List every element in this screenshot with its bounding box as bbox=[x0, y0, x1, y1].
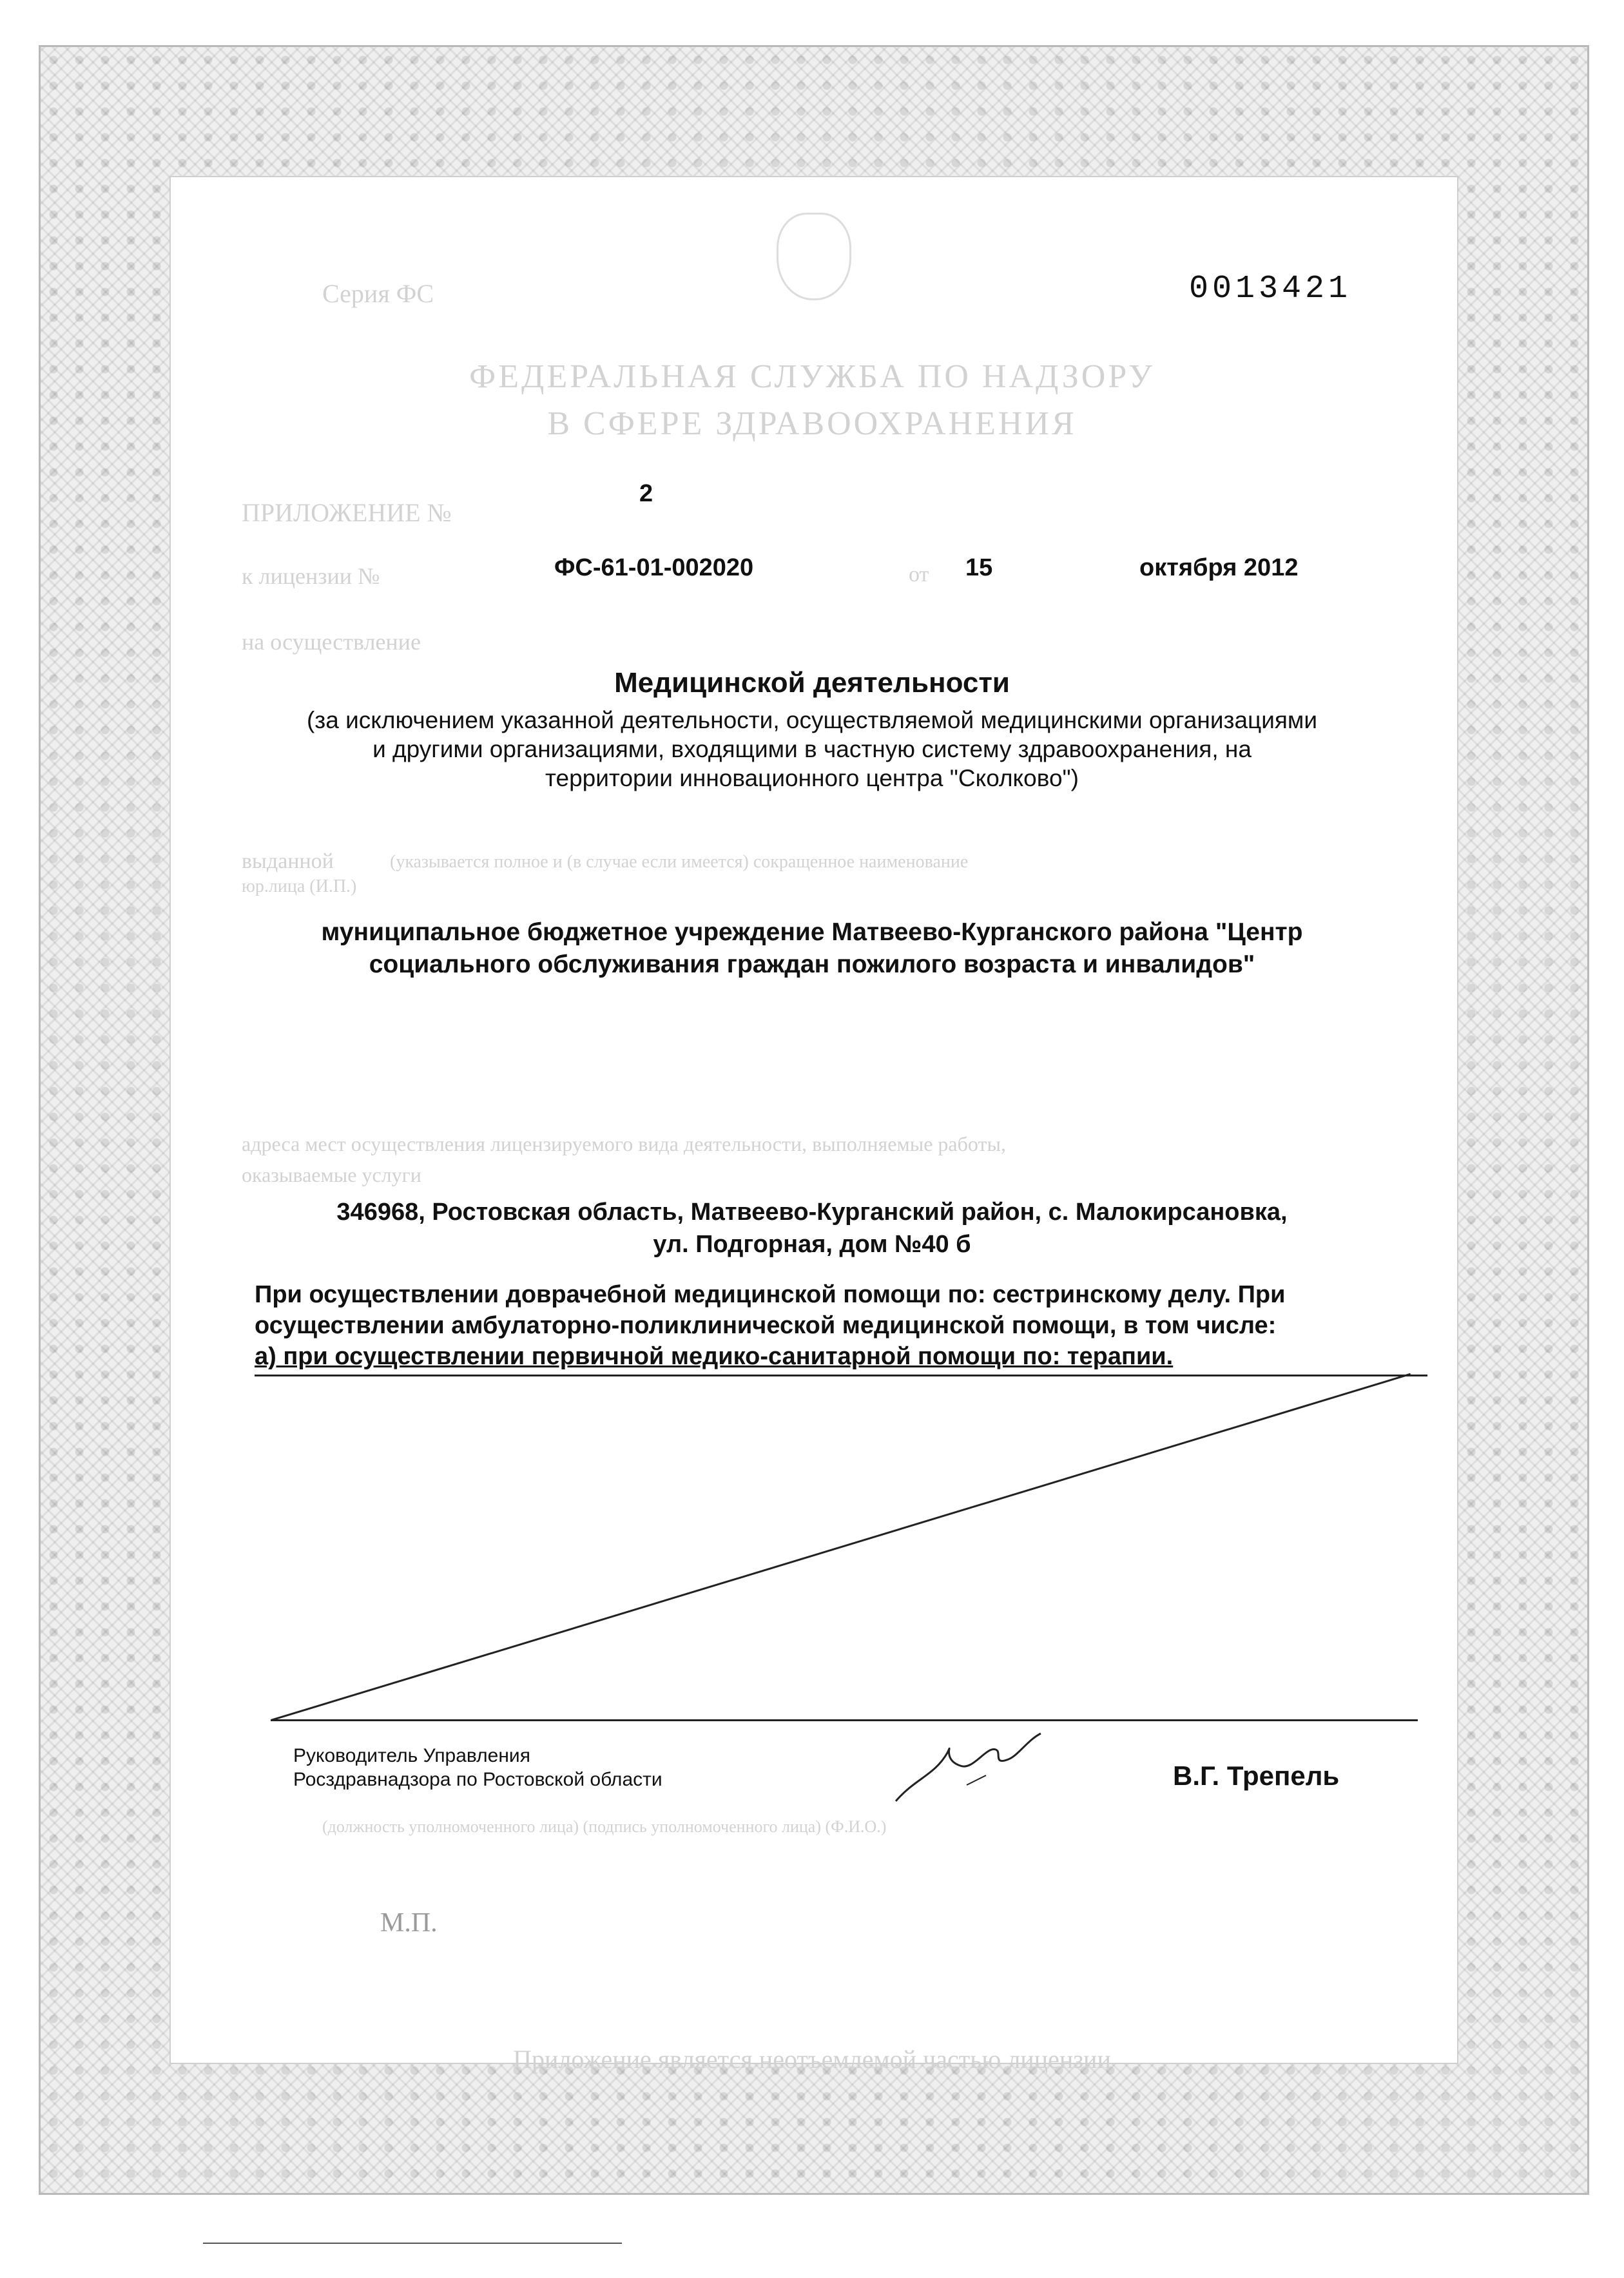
activity-label: на осуществление bbox=[242, 629, 421, 655]
services-line3: а) при осуществлении первичной медико-санитарной помощи по: терапии. bbox=[255, 1343, 1174, 1370]
signatory-position-line2: Росздравнадзора по Ростовской области bbox=[293, 1769, 662, 1790]
licensee-label-note: (указывается полное и (в случае если имеется) сокращенное наименование bbox=[390, 852, 969, 872]
address-label-line2: оказываемые услуги bbox=[242, 1163, 421, 1186]
date-month-year: октября 2012 bbox=[1139, 554, 1299, 581]
strike-bottom-line bbox=[271, 1719, 1418, 1721]
stamp-place-label: М.П. bbox=[380, 1908, 438, 1938]
serial-number: 0013421 bbox=[1189, 271, 1352, 307]
series-label: Серия ФС bbox=[322, 279, 434, 308]
signatory-name: В.Г. Трепель bbox=[1173, 1761, 1340, 1791]
appendix-label: ПРИЛОЖЕНИЕ № bbox=[242, 498, 452, 527]
licensee-label-note-line2: юр.лица (И.П.) bbox=[242, 876, 357, 896]
address-line2: ул. Подгорная, дом №40 б bbox=[653, 1231, 971, 1258]
strike-top-line bbox=[255, 1375, 1427, 1376]
services-line2: осуществлении амбулаторно-поликлинической медицинской помощи, в том числе: bbox=[255, 1312, 1277, 1339]
licensee-name-line1: муниципальное бюджетное учреждение Матвеево-Курганского района "Центр bbox=[321, 918, 1303, 946]
license-number: ФС-61-01-002020 bbox=[554, 554, 754, 581]
licensee-name-line2: социального обслуживания граждан пожилого возраста и инвалидов" bbox=[369, 951, 1255, 978]
date-day: 15 bbox=[965, 554, 993, 581]
footer-note: Приложение является неотъемлемой частью лицензии bbox=[513, 2045, 1111, 2074]
bottom-margin-rule bbox=[203, 2243, 622, 2244]
handwritten-signature bbox=[889, 1714, 1044, 1811]
licensee-label: выданной bbox=[242, 849, 334, 873]
activity-note-line1: (за исключением указанной деятельности, осуществляемой медицинскими организациями bbox=[306, 707, 1318, 733]
services-line1: При осуществлении доврачебной медицинской помощи по: сестринскому делу. При bbox=[255, 1281, 1286, 1308]
signature-caption: (должность уполномоченного лица) (подпись уполномоченного лица) (Ф.И.О.) bbox=[322, 1817, 887, 1836]
agency-name-line1: ФЕДЕРАЛЬНАЯ СЛУЖБА ПО НАДЗОРУ bbox=[469, 358, 1155, 395]
activity-note-line2: и другими организациями, входящими в частную систему здравоохранения, на bbox=[372, 736, 1252, 762]
state-emblem bbox=[777, 213, 851, 300]
address-label-line1: адреса мест осуществления лицензируемого вида деятельности, выполняемые работы, bbox=[242, 1132, 1006, 1155]
signatory-position-line1: Руководитель Управления bbox=[293, 1745, 530, 1766]
appendix-number: 2 bbox=[639, 480, 653, 507]
agency-name-line2: В СФЕРЕ ЗДРАВООХРАНЕНИЯ bbox=[547, 405, 1077, 442]
activity-note-line3: территории инновационного центра "Сколково") bbox=[545, 765, 1079, 791]
activity-title: Медицинской деятельности bbox=[614, 667, 1010, 699]
address-line1: 346968, Ростовская область, Матвеево-Курганский район, с. Малокирсановка, bbox=[336, 1199, 1288, 1226]
license-label: к лицензии № bbox=[242, 563, 380, 589]
date-from-label: от bbox=[909, 563, 929, 586]
